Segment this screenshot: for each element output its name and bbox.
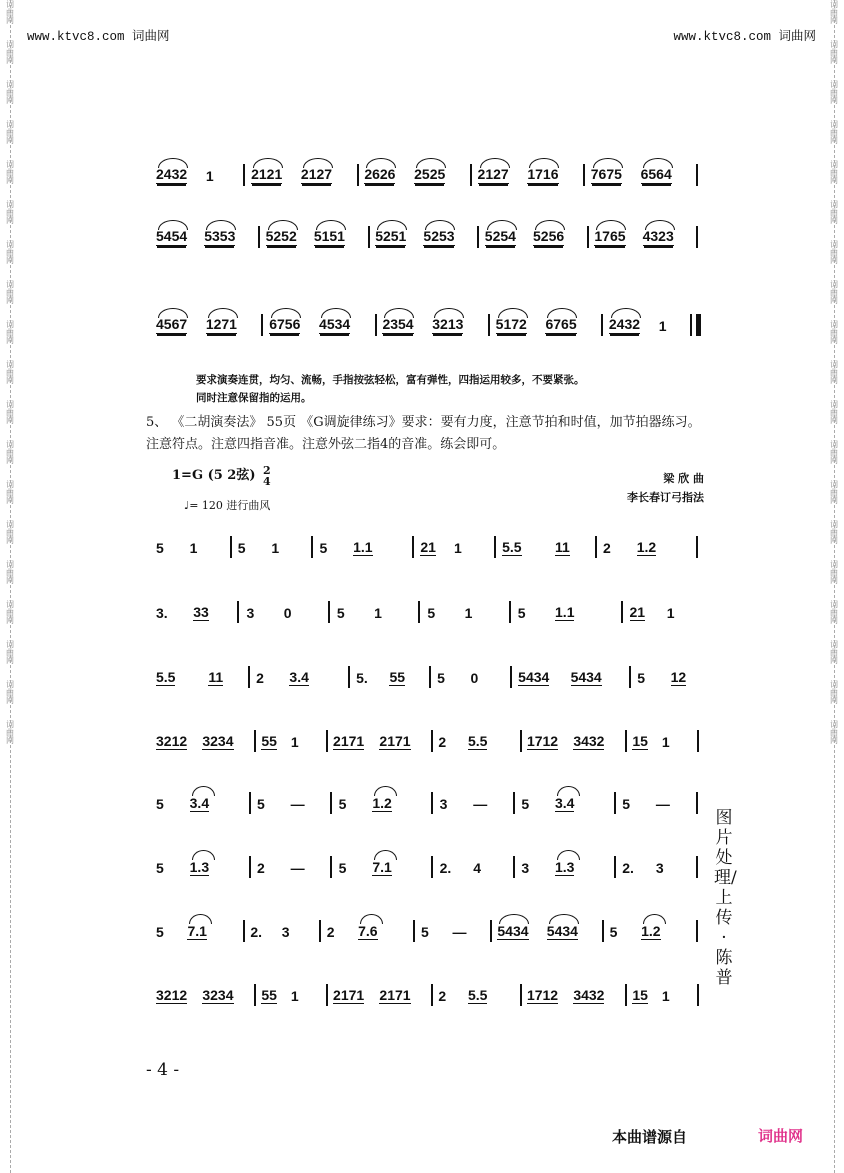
- note-token: 1765: [594, 228, 626, 244]
- melody-line: [150, 587, 710, 627]
- slur-mark: [374, 850, 397, 860]
- barline: [470, 164, 472, 186]
- slur-mark: [206, 220, 236, 230]
- side-watermark-text: 词曲网: [5, 120, 15, 144]
- slur-mark: [425, 220, 455, 230]
- barline: [249, 856, 251, 878]
- side-watermark-text: 词曲网: [829, 520, 839, 544]
- note-token: 15: [632, 733, 648, 749]
- melody-line: [150, 842, 710, 882]
- note-token: 5: [421, 924, 429, 940]
- note-token: 3432: [573, 987, 605, 1003]
- note-token: 5252: [265, 228, 297, 244]
- note-token: 11: [208, 669, 224, 685]
- note-token: 7.1: [372, 859, 392, 875]
- exercise1-line: [150, 150, 710, 190]
- note-token: 5: [521, 796, 530, 812]
- side-watermark-text: 词曲网: [829, 240, 839, 264]
- side-watermark-text: 词曲网: [829, 480, 839, 504]
- note-token: 5353: [204, 228, 236, 244]
- note-token: —: [452, 924, 467, 940]
- slur-mark: [416, 158, 446, 168]
- barline: [625, 730, 627, 752]
- side-watermark-text: 词曲网: [5, 280, 15, 304]
- side-watermark-text: 词曲网: [829, 600, 839, 624]
- note-token: 1271: [205, 316, 237, 332]
- side-watermark-text: 词曲网: [829, 400, 839, 424]
- note-token: 55: [261, 733, 277, 749]
- barline: [601, 314, 603, 336]
- side-watermark-text: 词曲网: [5, 480, 15, 504]
- side-watermark-text: 词曲网: [829, 720, 839, 744]
- note-token: 2.: [250, 924, 262, 940]
- barline: [254, 730, 256, 752]
- note-token: 5: [336, 605, 345, 621]
- barline: [330, 792, 332, 814]
- note-token: 1: [205, 168, 214, 184]
- note-token: 6564: [640, 166, 672, 182]
- time-signature: 2 4: [263, 463, 271, 488]
- side-watermark-text: 词曲网: [5, 40, 15, 64]
- note-token: 1.1: [353, 539, 373, 555]
- note-token: 3: [521, 860, 530, 876]
- side-watermark-text: 词曲网: [5, 240, 15, 264]
- note-token: 2: [603, 540, 611, 556]
- slur-mark: [611, 308, 641, 318]
- barline: [602, 920, 604, 942]
- note-token: 1712: [526, 733, 559, 749]
- note-token: 5.: [356, 670, 368, 686]
- note-token: 1: [661, 988, 670, 1004]
- barline: [696, 536, 698, 558]
- slur-mark: [596, 220, 626, 230]
- side-watermark-text: 词曲网: [829, 280, 839, 304]
- note-token: —: [290, 860, 305, 876]
- note-token: 3234: [202, 987, 234, 1003]
- side-watermark-text: 词曲网: [5, 680, 15, 704]
- note-token: 1: [661, 734, 670, 750]
- note-token: 1: [290, 988, 299, 1004]
- slur-mark: [547, 308, 577, 318]
- final-barline-thin: [690, 314, 692, 336]
- slur-mark: [557, 786, 580, 796]
- note-token: 5: [156, 540, 164, 556]
- note-token: 3.4: [554, 795, 575, 811]
- note-token: 2432: [608, 316, 641, 332]
- left-watermark-strip: [3, 0, 17, 1173]
- barline: [696, 226, 698, 248]
- key-signature: [172, 464, 271, 487]
- note-token: 4: [473, 860, 482, 876]
- note-token: 5: [609, 924, 618, 940]
- note-token: 2354: [382, 316, 414, 332]
- slur-mark: [499, 914, 529, 924]
- site-url-right: www.ktvc8.com 词曲网: [673, 30, 816, 44]
- barline: [319, 920, 321, 942]
- note-token: 5256: [533, 228, 565, 244]
- note-token: 0: [470, 670, 479, 686]
- note-token: 5434: [570, 669, 602, 685]
- note-token: 1: [374, 605, 382, 621]
- key-label: 1=G (5 2弦): [172, 468, 256, 483]
- side-watermark-text: 词曲网: [5, 0, 15, 24]
- slur-mark: [645, 220, 675, 230]
- melody-line: [150, 906, 710, 946]
- barline: [431, 730, 433, 752]
- note-token: 2.: [439, 860, 452, 876]
- note-token: 2171: [333, 987, 365, 1003]
- note-token: 33: [193, 604, 209, 620]
- note-token: 2127: [300, 166, 333, 182]
- barline: [237, 601, 239, 623]
- melody-line: [150, 970, 710, 1010]
- note-token: —: [290, 796, 305, 812]
- side-watermark-text: 词曲网: [5, 640, 15, 664]
- note-token: 3432: [573, 733, 605, 749]
- slur-mark: [366, 158, 396, 168]
- barline: [513, 792, 515, 814]
- note-token: 5454: [156, 228, 188, 244]
- note-token: 55: [389, 669, 406, 685]
- note-token: 21: [629, 604, 646, 620]
- barline: [418, 601, 420, 623]
- arranger-credit: 李长春订弓指法: [627, 491, 704, 504]
- note-token: 3.4: [289, 669, 309, 685]
- slur-mark: [208, 308, 238, 318]
- barline: [254, 984, 256, 1006]
- slur-mark: [303, 158, 333, 168]
- slur-mark: [158, 308, 188, 318]
- note-token: 5434: [518, 669, 550, 685]
- barline: [697, 984, 699, 1006]
- note-token: 2: [256, 670, 264, 686]
- slur-mark: [535, 220, 565, 230]
- note-token: 5.5: [502, 539, 522, 555]
- note-token: 5: [427, 605, 436, 621]
- barline: [583, 164, 585, 186]
- slur-mark: [360, 914, 383, 924]
- barline: [311, 536, 313, 558]
- note-token: 2171: [379, 987, 411, 1003]
- note-token: 1.3: [554, 859, 575, 875]
- slur-mark: [271, 308, 301, 318]
- barline: [413, 920, 415, 942]
- side-watermark-text: 词曲网: [5, 320, 15, 344]
- side-watermark-text: 词曲网: [829, 80, 839, 104]
- note-token: 12: [670, 669, 687, 685]
- note-token: 1716: [527, 166, 559, 182]
- note-token: 1.3: [189, 859, 210, 875]
- side-watermark-text: 词曲网: [829, 320, 839, 344]
- barline: [258, 226, 260, 248]
- barline: [696, 792, 698, 814]
- note-token: 3234: [202, 733, 234, 749]
- barline: [509, 601, 511, 623]
- slur-mark: [593, 158, 623, 168]
- melody-line: [150, 652, 710, 692]
- side-watermark-text: 词曲网: [829, 200, 839, 224]
- upload-credit: 图片处理/上传·陈普: [714, 808, 737, 988]
- brand-logo-text: 词曲网: [758, 1127, 804, 1145]
- barline: [330, 856, 332, 878]
- note-token: 4567: [156, 316, 188, 332]
- slur-mark: [268, 220, 298, 230]
- note-token: 5: [622, 796, 631, 812]
- slur-mark: [480, 158, 510, 168]
- section-5-heading: 5、 《二胡演奏法》 55页 《G调旋律练习》要求：要有力度，注意节拍和时值，加节拍器练习。注意符点。注意四指音准。注意外弦二指4的音准。练会即可。: [146, 415, 701, 452]
- side-watermark-text: 词曲网: [829, 160, 839, 184]
- side-watermark-text: 词曲网: [829, 360, 839, 384]
- note-token: 6765: [545, 316, 577, 332]
- barline: [326, 984, 328, 1006]
- note-token: 3: [281, 924, 290, 940]
- tempo-marking: ♩= 120 进行曲风: [184, 499, 271, 512]
- barline: [429, 666, 431, 688]
- site-url-left: www.ktvc8.com 词曲网: [27, 30, 170, 44]
- barline: [412, 536, 414, 558]
- note-token: 2: [438, 988, 447, 1004]
- note-token: 3.4: [189, 795, 210, 811]
- side-watermark-text: 词曲网: [829, 0, 839, 24]
- note-token: 2432: [156, 166, 188, 182]
- side-watermark-text: 词曲网: [5, 200, 15, 224]
- note-token: 1.1: [555, 604, 575, 620]
- slur-mark: [158, 158, 188, 168]
- slur-mark: [316, 220, 346, 230]
- note-token: 3.: [156, 605, 168, 621]
- note-token: 3212: [156, 987, 188, 1003]
- melody-line: [150, 778, 710, 818]
- barline: [477, 226, 479, 248]
- side-watermark-text: 词曲网: [829, 560, 839, 584]
- side-watermark-text: 词曲网: [5, 600, 15, 624]
- slur-mark: [158, 220, 188, 230]
- barline: [520, 984, 522, 1006]
- barline: [614, 792, 616, 814]
- barline: [348, 666, 350, 688]
- note-token: 3: [439, 796, 448, 812]
- exercise1-line: [150, 300, 710, 340]
- slur-mark: [384, 308, 414, 318]
- exercise1-note: 要求演奏连贯，均匀、流畅，手指按弦轻松，富有弹性，四指运用较多，不要紧张。: [196, 374, 585, 386]
- note-token: 5: [517, 605, 526, 621]
- note-token: 5: [156, 924, 164, 940]
- note-token: 2626: [364, 166, 396, 182]
- note-token: 7675: [590, 166, 622, 182]
- barline: [243, 920, 245, 942]
- slur-mark: [498, 308, 528, 318]
- note-token: 5: [156, 860, 164, 876]
- barline: [696, 164, 698, 186]
- note-token: 1: [666, 605, 675, 621]
- note-token: 1712: [526, 987, 559, 1003]
- side-watermark-text: 词曲网: [829, 40, 839, 64]
- side-watermark-text: 词曲网: [5, 440, 15, 464]
- note-token: 5251: [375, 228, 407, 244]
- note-token: 5: [237, 540, 246, 556]
- slur-mark: [189, 914, 212, 924]
- side-watermark-text: 词曲网: [5, 400, 15, 424]
- note-token: 1: [271, 540, 280, 556]
- barline: [488, 314, 490, 336]
- slur-mark: [643, 158, 673, 168]
- barline: [629, 666, 631, 688]
- slur-mark: [529, 158, 559, 168]
- note-token: 1: [658, 318, 667, 334]
- note-token: 0: [283, 605, 292, 621]
- note-token: 5.5: [467, 733, 488, 749]
- slur-mark: [643, 914, 666, 924]
- note-token: 5253: [423, 228, 455, 244]
- note-token: 2: [326, 924, 335, 940]
- note-token: 2171: [333, 733, 365, 749]
- side-watermark-text: 词曲网: [5, 560, 15, 584]
- note-token: 2127: [477, 166, 509, 182]
- slur-mark: [374, 786, 397, 796]
- note-token: 5: [156, 796, 164, 812]
- side-watermark-text: 词曲网: [829, 680, 839, 704]
- barline: [431, 984, 433, 1006]
- barline: [357, 164, 359, 186]
- slur-mark: [253, 158, 283, 168]
- note-token: 2121: [251, 166, 283, 182]
- note-token: 1: [464, 605, 473, 621]
- barline: [614, 856, 616, 878]
- slur-mark: [192, 786, 215, 796]
- note-token: 5151: [313, 228, 345, 244]
- note-token: 5: [319, 540, 328, 556]
- side-watermark-text: 词曲网: [5, 80, 15, 104]
- note-token: 7.1: [187, 923, 207, 939]
- note-token: 5: [637, 670, 646, 686]
- note-token: 1: [189, 540, 198, 556]
- barline: [520, 730, 522, 752]
- note-token: 5434: [497, 923, 529, 939]
- note-token: 1: [290, 734, 299, 750]
- note-token: 5: [338, 860, 347, 876]
- slur-mark: [321, 308, 351, 318]
- note-token: 5: [338, 796, 347, 812]
- note-token: —: [655, 796, 670, 812]
- source-label: 本曲谱源自: [612, 1128, 688, 1146]
- composer-credit: 梁 欣 曲: [663, 472, 704, 485]
- side-watermark-text: 词曲网: [5, 360, 15, 384]
- side-watermark-text: 词曲网: [5, 720, 15, 744]
- barline: [328, 601, 330, 623]
- page-number: - 4 -: [146, 1060, 180, 1080]
- melody-line: [150, 716, 710, 756]
- barline: [595, 536, 597, 558]
- side-watermark-text: 词曲网: [5, 520, 15, 544]
- note-token: 21: [420, 539, 436, 555]
- note-token: 2.: [622, 860, 634, 876]
- exercise1-line: [150, 212, 710, 252]
- barline: [490, 920, 492, 942]
- note-token: 1.2: [372, 795, 392, 811]
- note-token: 5: [256, 796, 265, 812]
- barline: [625, 984, 627, 1006]
- note-token: 5.5: [467, 987, 488, 1003]
- barline: [248, 666, 250, 688]
- barline: [494, 536, 496, 558]
- note-token: 5172: [495, 316, 527, 332]
- right-watermark-strip: [827, 0, 841, 1173]
- note-token: 1.2: [636, 539, 657, 555]
- note-token: —: [473, 796, 488, 812]
- note-token: 5254: [484, 228, 516, 244]
- barline: [326, 730, 328, 752]
- note-token: 2: [438, 734, 447, 750]
- exercise1-note: 同时注意保留指的运用。: [196, 392, 312, 404]
- barline: [431, 792, 433, 814]
- barline: [431, 856, 433, 878]
- side-watermark-text: 词曲网: [829, 640, 839, 664]
- barline: [513, 856, 515, 878]
- note-token: 2: [256, 860, 265, 876]
- note-token: 1: [454, 540, 462, 556]
- note-token: 11: [554, 539, 570, 555]
- barline: [697, 730, 699, 752]
- slur-mark: [557, 850, 580, 860]
- side-watermark-text: 词曲网: [5, 160, 15, 184]
- note-token: 2525: [414, 166, 446, 182]
- barline: [696, 920, 698, 942]
- note-token: 5.5: [156, 669, 176, 685]
- barline: [621, 601, 623, 623]
- barline: [375, 314, 377, 336]
- barline: [510, 666, 512, 688]
- note-token: 7.6: [358, 923, 378, 939]
- note-token: 6756: [269, 316, 301, 332]
- note-token: 5: [437, 670, 445, 686]
- melody-line: [150, 522, 710, 562]
- slur-mark: [192, 850, 215, 860]
- note-token: 4534: [319, 316, 351, 332]
- barline: [587, 226, 589, 248]
- slur-mark: [377, 220, 407, 230]
- note-token: 15: [632, 987, 648, 1003]
- note-token: 3213: [432, 316, 464, 332]
- barline: [368, 226, 370, 248]
- side-watermark-text: 词曲网: [829, 120, 839, 144]
- note-token: 3: [655, 860, 664, 876]
- note-token: 5434: [546, 923, 578, 939]
- barline: [696, 856, 698, 878]
- note-token: 3: [246, 605, 255, 621]
- final-barline: [696, 314, 701, 336]
- note-token: 3212: [156, 733, 188, 749]
- slur-mark: [434, 308, 464, 318]
- note-token: 1.2: [641, 923, 661, 939]
- note-token: 2171: [379, 733, 411, 749]
- side-watermark-text: 词曲网: [829, 440, 839, 464]
- barline: [261, 314, 263, 336]
- note-token: 4323: [642, 228, 674, 244]
- barline: [243, 164, 245, 186]
- slur-mark: [487, 220, 517, 230]
- slur-mark: [549, 914, 579, 924]
- note-token: 55: [261, 987, 277, 1003]
- barline: [249, 792, 251, 814]
- barline: [230, 536, 232, 558]
